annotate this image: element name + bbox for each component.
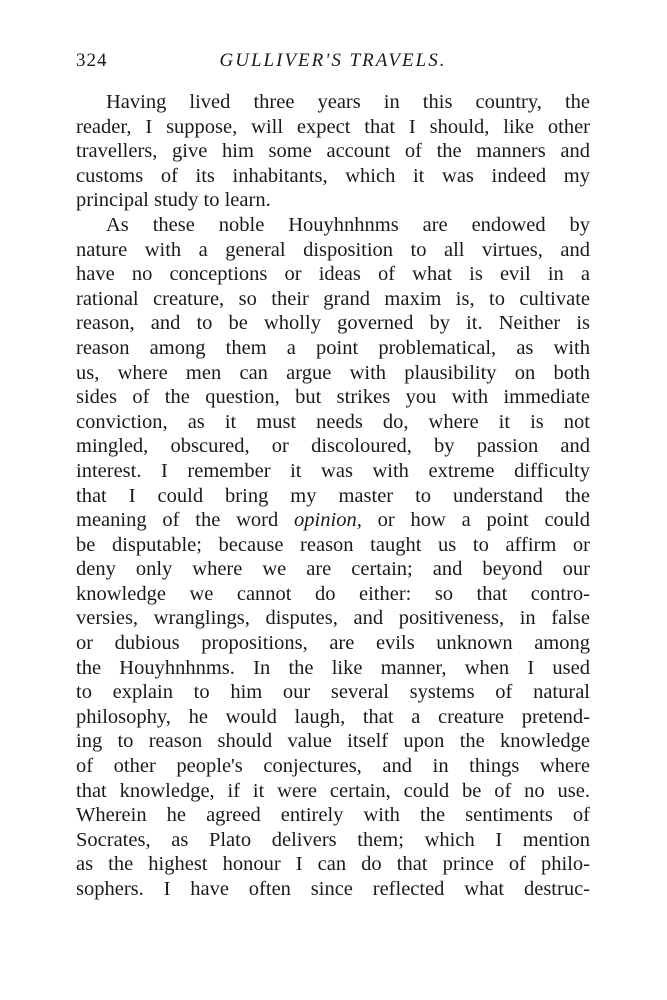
text-line [76,508,590,533]
text-line: to explain to him our several systems of natural [76,681,590,704]
text-line-head: meaning of the word [76,509,295,532]
text-line: Wherein he agreed entirely with the sentiments of [76,804,590,827]
text-line: knowledge we cannot do either: so that contro- [76,582,590,605]
book-page [76,50,590,902]
text-line: be disputable; because reason taught us to affirm or [76,533,590,556]
text-line: or dubious propositions, are evils unknown among [76,632,590,655]
text-line: us, where men can argue with plausibility on both [76,361,590,384]
text-line: Having lived three years in this country, the [106,91,590,113]
text-line: principal study to learn. [76,189,271,212]
paragraph-2 [76,213,590,902]
text-line: philosophy, he would laugh, that a creature pretend- [76,705,590,728]
text-line: reason among them a point problematical, as with [76,336,590,359]
text-line: customs of its inhabitants, which it was indeed my [76,164,590,187]
text-line: travellers, give him some account of the manners and [76,140,590,163]
text-line: that I could bring my master to understand the [76,484,590,507]
text-line: mingled, obscured, or discoloured, by passion and [76,435,590,458]
paragraph-1 [76,90,590,213]
text-line: interest. I remember it was with extreme difficulty [76,459,590,482]
text-line: sides of the question, but strikes you with immediate [76,386,590,409]
text-line: of other people's conjectures, and in things where [76,755,590,778]
text-line: nature with a general disposition to all virtues, and [76,238,590,261]
text-line: deny only where we are certain; and beyond our [76,558,590,581]
running-title: GULLIVER'S TRAVELS. [219,50,447,71]
text-line: conviction, as it must needs do, where it is not [76,410,590,433]
text-line: sophers. I have often since reflected what destruc- [76,878,590,900]
text-line-tail: or how a point could [361,509,590,532]
body-text [76,90,590,902]
italic-word: opinion, [294,509,362,532]
text-line: ing to reason should value itself upon the knowledge [76,730,590,753]
text-line: the Houyhnhnms. In the like manner, when I used [76,656,590,679]
text-line: that knowledge, if it were certain, could be of no use. [76,779,590,802]
text-line: As these noble Houyhnhnms are endowed by [106,213,590,236]
text-line: reader, I suppose, will expect that I should, like other [76,115,590,138]
text-line: Socrates, as Plato delivers them; which I mention [76,828,590,851]
text-line: rational creature, so their grand maxim is, to cultivate [76,287,590,310]
text-line: versies, wranglings, disputes, and positiveness, in false [76,607,590,630]
text-line: as the highest honour I can do that prince of philo- [76,853,590,876]
text-line: reason, and to be wholly governed by it. Neither is [76,312,590,335]
page-number: 324 [76,50,108,71]
text-line: have no conceptions or ideas of what is evil in a [76,263,590,286]
page-header [76,50,590,80]
